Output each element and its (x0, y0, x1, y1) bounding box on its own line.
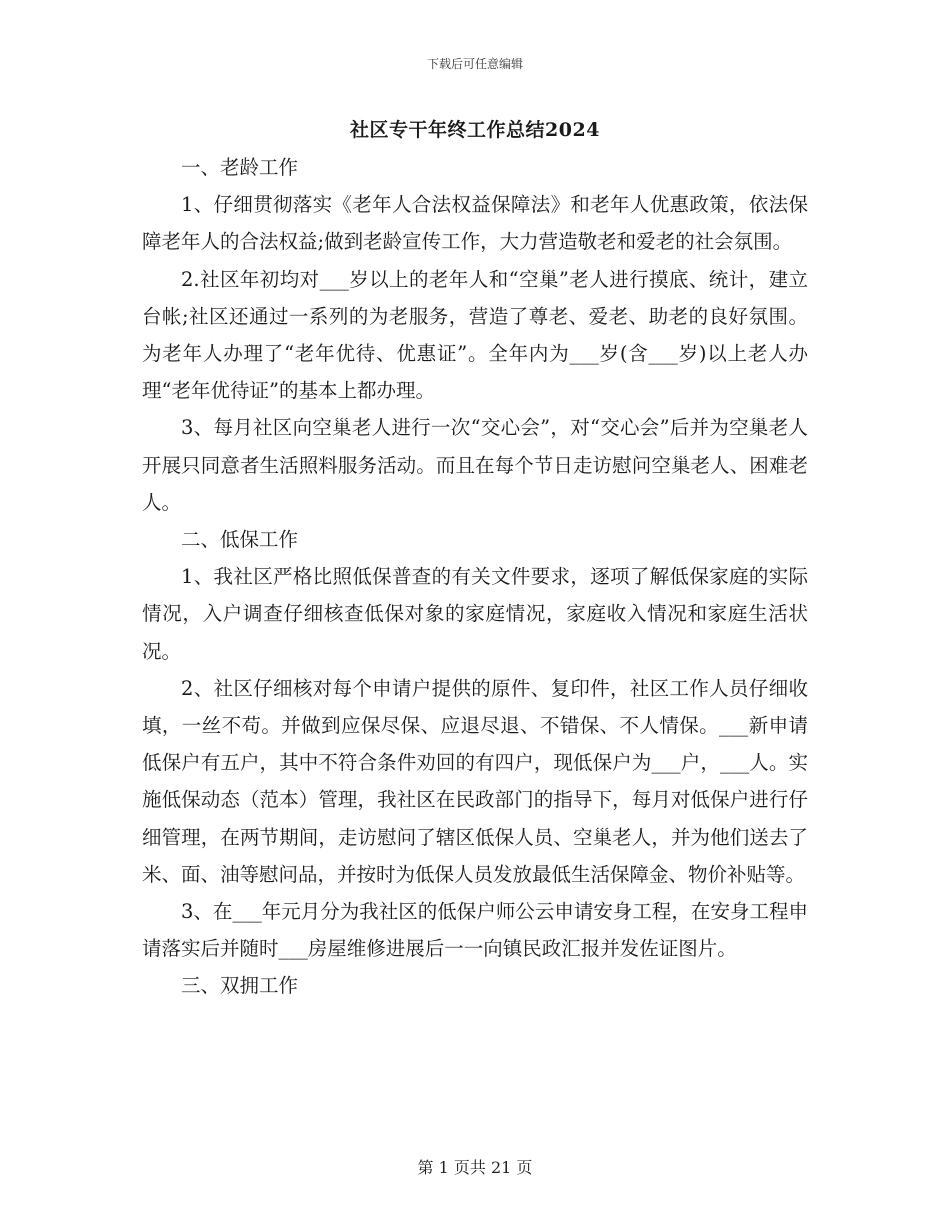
page-header-note: 下载后可任意编辑 (426, 57, 523, 71)
document-title: 社区专干年终工作总结2024 (350, 119, 600, 141)
section-heading-elderly: 一、老龄工作 (181, 156, 299, 179)
section-heading-low-income: 二、低保工作 (181, 528, 299, 552)
paragraph: 2、社区仔细核对每个申请户提供的原件、复印件，社区工作人员仔细收填，一丝不苟。并做到应保尽保、应退尽退、不错保、不人情保。___新申请低保户有五户，其中不符合条件劝回的有四户，现低保户为___户，___人。实施低保动态（范本）管理，我社区在民政部门的指导下，每月对低保户进行仔细管理，在两节期间，走访慰问了辖区低保人员、空巢老人，并为他们送去了米、面、油等慰问品，并按时为低保人员发放最低生活保障金、物价补贴等。 (142, 676, 808, 886)
paragraph: 1、我社区严格比照低保普查的有关文件要求，逐项了解低保家庭的实际情况，入户调查仔细核查低保对象的家庭情况，家庭收入情况和家庭生活状况。 (142, 565, 808, 663)
paragraph: 3、在___年元月分为我社区的低保户师公云申请安身工程，在安身工程申请落实后并随时___房屋维修进展后一一向镇民政汇报并发佐证图片。 (142, 900, 808, 961)
document-body (142, 149, 808, 1005)
paragraph: 3、每月社区向空巢老人进行一次“交心会”，对“交心会”后并为空巢老人开展只同意者生活照料服务活动。而且在每个节日走访慰问空巢老人、困难老人。 (142, 416, 808, 514)
section-heading-double-support: 三、双拥工作 (181, 974, 299, 998)
paragraph: 1、仔细贯彻落实《老年人合法权益保障法》和老年人优惠政策，依法保障老年人的合法权益;做到老龄宣传工作，大力营造敬老和爱老的社会氛围。 (142, 193, 808, 254)
page-footer-number: 第 1 页共 21 页 (417, 1158, 533, 1177)
paragraph: 2.社区年初均对___岁以上的老年人和“空巢”老人进行摸底、统计，建立台帐;社区还通过一系列的为老服务，营造了尊老、爱老、助老的良好氛围。为老年人办理了“老年优待、优惠证”。全年内为___岁(含___岁)以上老人办理“老年优待证”的基本上都办理。 (142, 267, 808, 403)
